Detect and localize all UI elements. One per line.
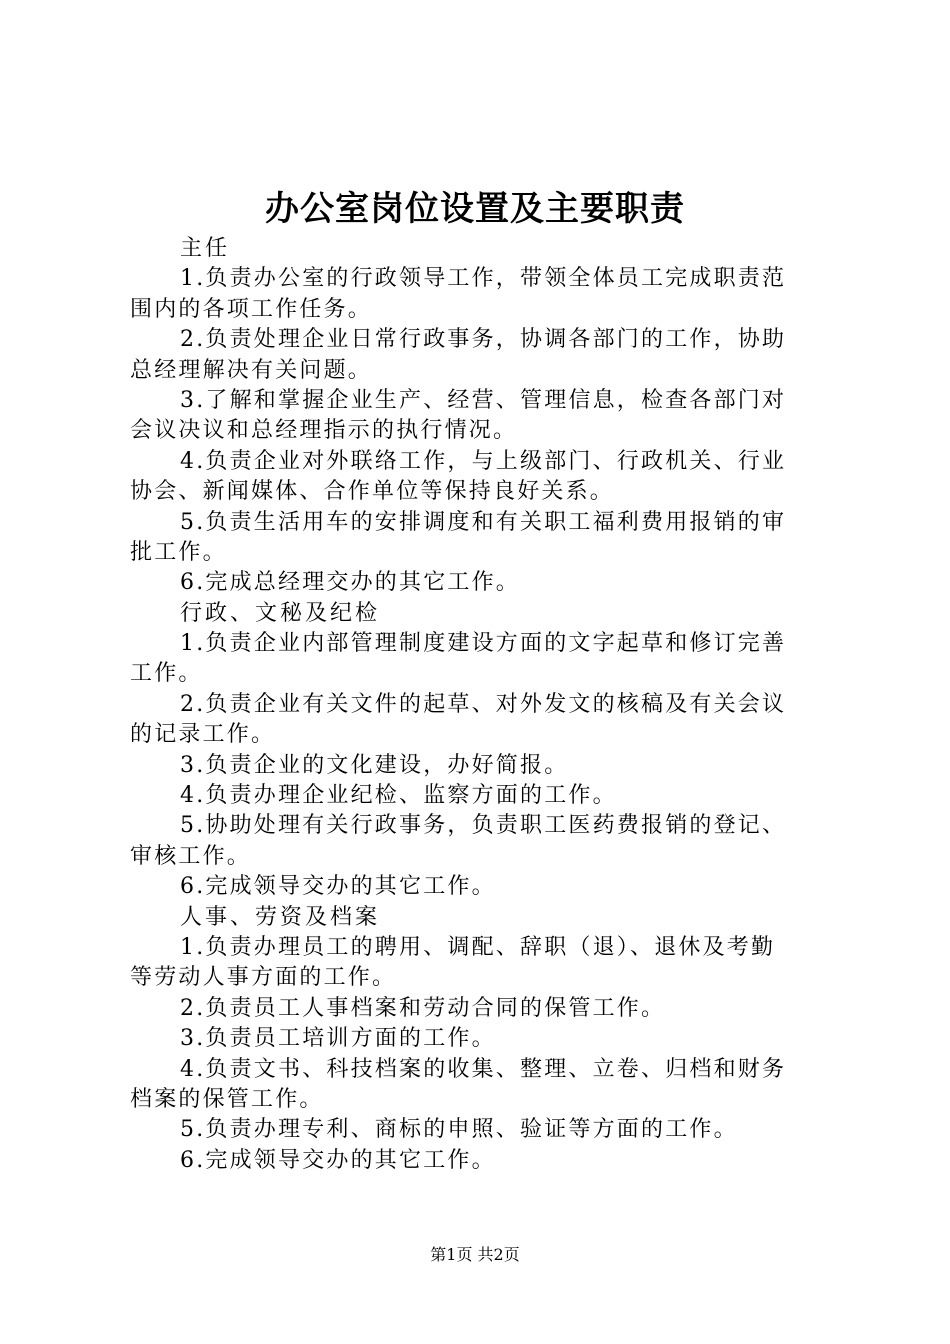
paragraph-line: 4.负责企业对外联络工作，与上级部门、行政机关、行业	[180, 448, 787, 474]
paragraph-line: 会议决议和总经理指示的执行情况。	[130, 418, 518, 444]
paragraph-line: 1.负责办理员工的聘用、调配、辞职（退）、退休及考勤	[180, 934, 776, 960]
paragraph-line: 2.负责企业有关文件的起草、对外发文的核稿及有关会议	[180, 691, 787, 717]
paragraph-line: 3.负责企业的文化建设，办好简报。	[180, 752, 569, 778]
paragraph-line: 6.完成领导交办的其它工作。	[180, 1147, 496, 1173]
paragraph-line: 5.协助处理有关行政事务，负责职工医药费报销的登记、	[180, 813, 787, 839]
paragraph-line: 1.负责办公室的行政领导工作，带领全体员工完成职责范	[180, 266, 787, 292]
paragraph-line: 3.负责员工培训方面的工作。	[180, 1026, 496, 1052]
page-footer: 第1页 共2页	[430, 1245, 520, 1264]
section-heading: 行政、文秘及纪检	[180, 600, 381, 626]
paragraph-line: 4.负责文书、科技档案的收集、整理、立卷、归档和财务	[180, 1056, 787, 1082]
paragraph-line: 4.负责办理企业纪检、监察方面的工作。	[180, 783, 617, 809]
paragraph-line: 2.负责处理企业日常行政事务，协调各部门的工作，协助	[180, 327, 787, 353]
paragraph-line: 2.负责员工人事档案和劳动合同的保管工作。	[180, 995, 666, 1021]
document-body	[130, 234, 830, 1176]
paragraph-line: 等劳动人事方面的工作。	[130, 965, 397, 991]
paragraph-line: 的记录工作。	[130, 722, 276, 748]
paragraph-line: 批工作。	[130, 539, 227, 565]
paragraph-line: 审核工作。	[130, 843, 252, 869]
paragraph-line: 工作。	[130, 661, 203, 687]
paragraph-line: 总经理解决有关问题。	[130, 357, 373, 383]
document-title: 办公室岗位设置及主要职责	[265, 189, 685, 229]
paragraph-line: 档案的保管工作。	[130, 1086, 324, 1112]
paragraph-line: 围内的各项工作任务。	[130, 296, 373, 322]
paragraph-line: 6.完成总经理交办的其它工作。	[180, 570, 520, 596]
paragraph-line: 5.负责办理专利、商标的申照、验证等方面的工作。	[180, 1117, 738, 1143]
section-heading: 主任	[180, 236, 231, 261]
paragraph-line: 6.完成领导交办的其它工作。	[180, 874, 496, 900]
section-heading: 人事、劳资及档案	[180, 904, 381, 930]
paragraph-line: 1.负责企业内部管理制度建设方面的文字起草和修订完善	[180, 631, 787, 657]
paragraph-line: 3.了解和掌握企业生产、经营、管理信息，检查各部门对	[180, 387, 787, 413]
paragraph-line: 5.负责生活用车的安排调度和有关职工福利费用报销的审	[180, 509, 787, 535]
paragraph-line: 协会、新闻媒体、合作单位等保持良好关系。	[130, 479, 615, 505]
